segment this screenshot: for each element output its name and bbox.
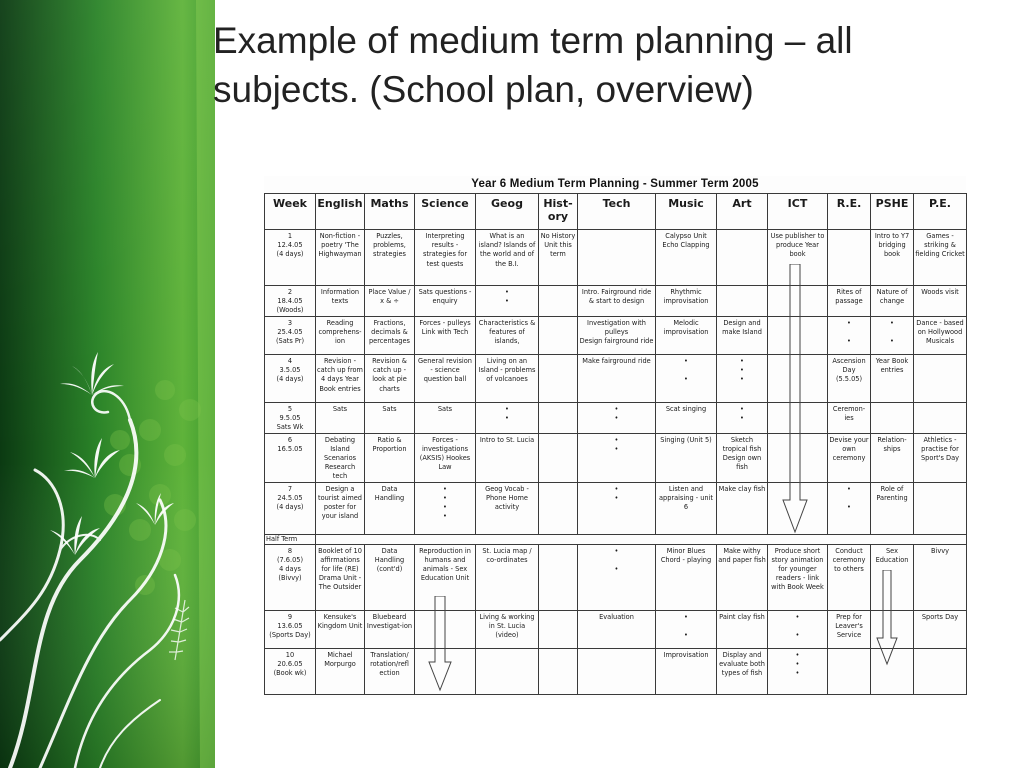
maths-cell: Data Handling	[365, 482, 415, 534]
column-header: English	[316, 194, 365, 230]
music-cell: Calypso Unit Echo Clapping	[656, 230, 717, 286]
ict-cell	[768, 433, 828, 482]
geog-cell: • •	[476, 403, 539, 434]
science-cell: Sats	[415, 403, 476, 434]
english-cell: Information texts	[316, 286, 365, 317]
half-term-row	[265, 534, 967, 544]
half-term-cell	[316, 534, 967, 544]
tech-cell: Intro. Fairground ride & start to design	[578, 286, 656, 317]
ict-cell: • •	[768, 610, 828, 648]
column-header: Maths	[365, 194, 415, 230]
art-cell: Make withy and paper fish	[717, 544, 768, 610]
table-row	[265, 355, 967, 403]
column-header: Week	[265, 194, 316, 230]
history-cell	[539, 286, 578, 317]
column-header: Hist-ory	[539, 194, 578, 230]
ict-cell: Use publisher to produce Year book	[768, 230, 828, 286]
science-cell: Forces - investigations (AKSIS) Hookes Law	[415, 433, 476, 482]
planning-table-wrapper	[264, 193, 966, 698]
week-cell: Half Term	[265, 534, 316, 544]
ict-cell: Produce short story animation for younger readers - link with Book Week	[768, 544, 828, 610]
pshe-cell: Year Book entries	[871, 355, 914, 403]
science-cell: • • • •	[415, 482, 476, 534]
geog-cell: Geog Vocab - Phone Home activity	[476, 482, 539, 534]
tech-cell: • •	[578, 544, 656, 610]
history-cell	[539, 544, 578, 610]
column-header: R.E.	[828, 194, 871, 230]
maths-cell: Revision & catch up - look at pie charts	[365, 355, 415, 403]
column-header: ICT	[768, 194, 828, 230]
music-cell: Scat singing	[656, 403, 717, 434]
pe-cell	[914, 403, 967, 434]
re-cell: • •	[828, 482, 871, 534]
english-cell: Non-fiction - poetry 'The Highwayman	[316, 230, 365, 286]
art-cell: Display and evaluate both types of fish	[717, 648, 768, 694]
art-cell: Make clay fish	[717, 482, 768, 534]
pe-cell: Bivvy	[914, 544, 967, 610]
re-cell: Devise your own ceremony	[828, 433, 871, 482]
decorative-sidebar	[0, 0, 215, 768]
table-row	[265, 544, 967, 610]
english-cell: Design a tourist aimed poster for your island	[316, 482, 365, 534]
science-cell	[415, 648, 476, 694]
pshe-cell	[871, 610, 914, 648]
week-cell: 8 (7.6.05) 4 days (Bivvy)	[265, 544, 316, 610]
re-cell: Ascension Day (5.5.05)	[828, 355, 871, 403]
geog-cell: What is an island? Islands of the world and of the B.I.	[476, 230, 539, 286]
table-row	[265, 317, 967, 355]
tech-cell: Make fairground ride	[578, 355, 656, 403]
history-cell	[539, 403, 578, 434]
art-cell: • •	[717, 403, 768, 434]
pshe-cell: Sex Education	[871, 544, 914, 610]
re-cell: Conduct ceremony to others	[828, 544, 871, 610]
music-cell: • •	[656, 610, 717, 648]
music-cell: Minor Blues Chord - playing	[656, 544, 717, 610]
week-cell: 3 25.4.05 (Sats Pr)	[265, 317, 316, 355]
tech-cell: Evaluation	[578, 610, 656, 648]
geog-cell: • •	[476, 286, 539, 317]
english-cell: Reading comprehens-ion	[316, 317, 365, 355]
tech-cell: • •	[578, 433, 656, 482]
science-cell	[415, 610, 476, 648]
re-cell: Prep for Leaver's Service	[828, 610, 871, 648]
ict-cell	[768, 286, 828, 317]
maths-cell: Bluebeard Investigat-ion	[365, 610, 415, 648]
ict-cell	[768, 317, 828, 355]
table-row	[265, 403, 967, 434]
table-row	[265, 648, 967, 694]
re-cell: • •	[828, 317, 871, 355]
pe-cell: Sports Day	[914, 610, 967, 648]
maths-cell: Sats	[365, 403, 415, 434]
column-header: Art	[717, 194, 768, 230]
art-cell: Design and make Island	[717, 317, 768, 355]
week-cell: 2 18.4.05 (Woods)	[265, 286, 316, 317]
geog-cell	[476, 648, 539, 694]
tech-cell	[578, 230, 656, 286]
geog-cell: Living & working in St. Lucia (video)	[476, 610, 539, 648]
column-header: Music	[656, 194, 717, 230]
english-cell: Michael Morpurgo	[316, 648, 365, 694]
pe-cell	[914, 482, 967, 534]
pe-cell: Games - striking & fielding Cricket	[914, 230, 967, 286]
science-cell: Forces - pulleys Link with Tech	[415, 317, 476, 355]
art-cell: Sketch tropical fish Design own fish	[717, 433, 768, 482]
column-header: Tech	[578, 194, 656, 230]
re-cell: Ceremon-ies	[828, 403, 871, 434]
table-row	[265, 433, 967, 482]
history-cell	[539, 648, 578, 694]
english-cell: Kensuke's Kingdom Unit	[316, 610, 365, 648]
music-cell: Listen and appraising - unit 6	[656, 482, 717, 534]
pshe-cell: Relation-ships	[871, 433, 914, 482]
history-cell	[539, 317, 578, 355]
pe-cell: Woods visit	[914, 286, 967, 317]
ict-cell: • • •	[768, 648, 828, 694]
column-header: PSHE	[871, 194, 914, 230]
pshe-cell: Intro to Y7 bridging book	[871, 230, 914, 286]
pshe-cell	[871, 648, 914, 694]
pe-cell: Athletics - practise for Sport's Day	[914, 433, 967, 482]
english-cell: Debating Island Scenarios Research tech	[316, 433, 365, 482]
art-cell: Paint clay fish	[717, 610, 768, 648]
table-row	[265, 230, 967, 286]
floral-pattern-image	[0, 0, 215, 768]
pshe-cell: Role of Parenting	[871, 482, 914, 534]
week-cell: 5 9.5.05 Sats Wk	[265, 403, 316, 434]
science-cell: Interpreting results - strategies for test quests	[415, 230, 476, 286]
tech-cell	[578, 648, 656, 694]
week-cell: 1 12.4.05 (4 days)	[265, 230, 316, 286]
music-cell: Melodic improvisation	[656, 317, 717, 355]
re-cell: Rites of passage	[828, 286, 871, 317]
music-cell: Singing (Unit 5)	[656, 433, 717, 482]
column-header: Science	[415, 194, 476, 230]
maths-cell: Place Value / x & ÷	[365, 286, 415, 317]
geog-cell: Characteristics & features of islands,	[476, 317, 539, 355]
history-cell	[539, 433, 578, 482]
column-header: Geog	[476, 194, 539, 230]
music-cell: Rhythmic improvisation	[656, 286, 717, 317]
ict-cell	[768, 482, 828, 534]
science-cell: Reproduction in humans and animals - Sex Education Unit	[415, 544, 476, 610]
geog-cell: Living on an Island - problems of volcanoes	[476, 355, 539, 403]
history-cell	[539, 482, 578, 534]
re-cell	[828, 230, 871, 286]
column-header: P.E.	[914, 194, 967, 230]
document-title: Year 6 Medium Term Planning - Summer Term 2005	[471, 178, 759, 190]
maths-cell: Translation/ rotation/refl ection	[365, 648, 415, 694]
table-header-row	[265, 194, 967, 230]
tech-cell: • •	[578, 482, 656, 534]
ict-cell	[768, 403, 828, 434]
science-cell: Sats questions - enquiry	[415, 286, 476, 317]
ict-cell	[768, 355, 828, 403]
music-cell: Improvisation	[656, 648, 717, 694]
tech-cell: Investigation with pulleys Design fairground ride	[578, 317, 656, 355]
art-cell	[717, 230, 768, 286]
history-cell	[539, 610, 578, 648]
art-cell: • • •	[717, 355, 768, 403]
music-cell: • •	[656, 355, 717, 403]
geog-cell: St. Lucia map / co-ordinates	[476, 544, 539, 610]
table-body	[265, 230, 967, 695]
english-cell: Revision - catch up from 4 days Year Book entries	[316, 355, 365, 403]
maths-cell: Data Handling (cont'd)	[365, 544, 415, 610]
week-cell: 10 20.6.05 (Book wk)	[265, 648, 316, 694]
english-cell: Sats	[316, 403, 365, 434]
history-cell: No History Unit this term	[539, 230, 578, 286]
week-cell: 9 13.6.05 (Sports Day)	[265, 610, 316, 648]
planning-table	[264, 193, 967, 695]
history-cell	[539, 355, 578, 403]
pshe-cell	[871, 403, 914, 434]
slide-title: Example of medium term planning – all subjects. (School plan, overview)	[213, 20, 853, 110]
geog-cell: Intro to St. Lucia	[476, 433, 539, 482]
re-cell	[828, 648, 871, 694]
table-row	[265, 482, 967, 534]
week-cell: 4 3.5.05 (4 days)	[265, 355, 316, 403]
pe-cell	[914, 648, 967, 694]
english-cell: Booklet of 10 affirmations for life (RE) Drama Unit - The Outsider	[316, 544, 365, 610]
science-cell: General revision - science question ball	[415, 355, 476, 403]
week-cell: 6 16.5.05	[265, 433, 316, 482]
scanned-planning-document	[264, 176, 966, 698]
week-cell: 7 24.5.05 (4 days)	[265, 482, 316, 534]
art-cell	[717, 286, 768, 317]
pshe-cell: • •	[871, 317, 914, 355]
pe-cell	[914, 355, 967, 403]
table-row	[265, 610, 967, 648]
pshe-cell: Nature of change	[871, 286, 914, 317]
tech-cell: • •	[578, 403, 656, 434]
table-row	[265, 286, 967, 317]
maths-cell: Ratio & Proportion	[365, 433, 415, 482]
pe-cell: Dance - based on Hollywood Musicals	[914, 317, 967, 355]
maths-cell: Fractions, decimals & percentages	[365, 317, 415, 355]
maths-cell: Puzzles, problems, strategies	[365, 230, 415, 286]
